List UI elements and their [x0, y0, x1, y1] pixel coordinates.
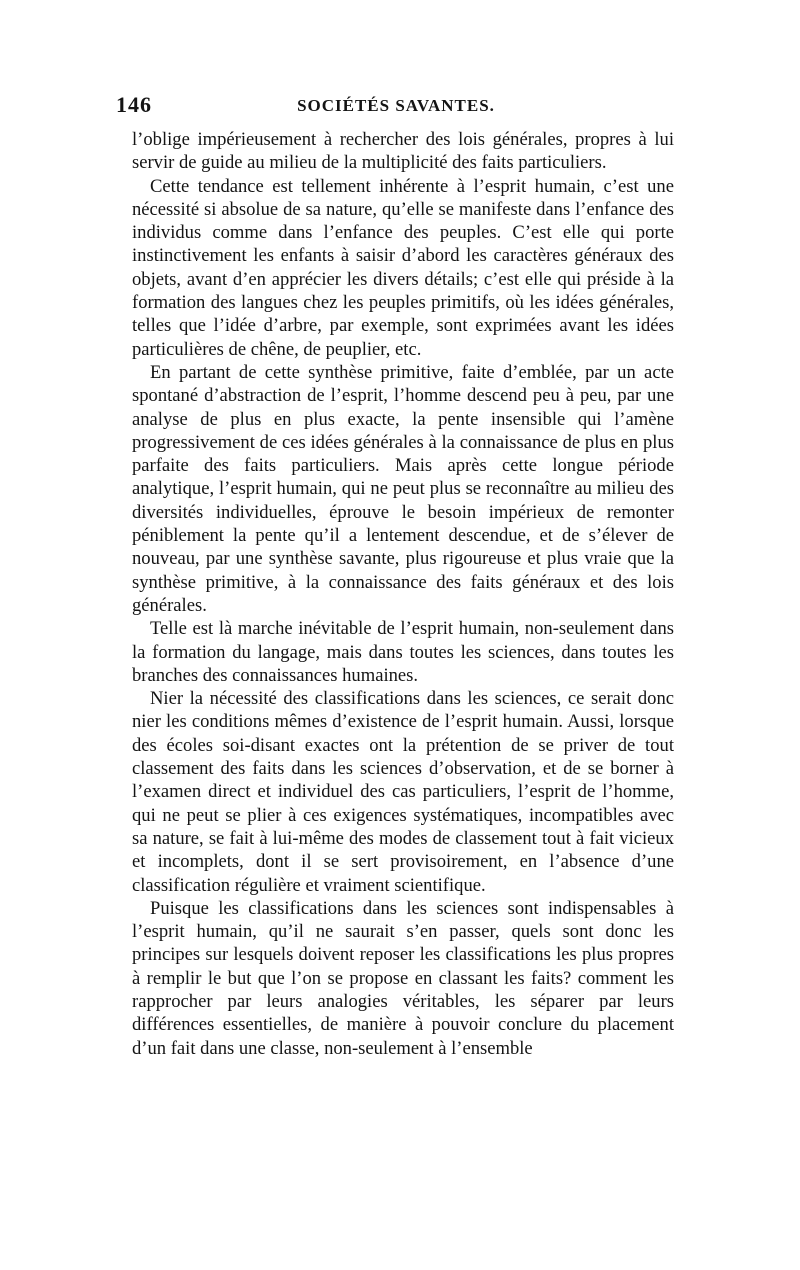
paragraph: En partant de cette synthèse primitive, faite d’emblée, par un acte spontané d’abstraction de l’esprit, l’homme descend peu à peu, par une analyse de plus en plus exacte, la pente insensible qui l’amène progressivement de ces idées générales à la connaissance de plus en plus parfaite des faits particuliers. Mais après cette longue période analytique, l’esprit humain, qui ne peut plus se reconnaître au milieu des diversités individuelles, éprouve le besoin impérieux de remonter péniblement la pente qu’il a lentement descendue, et de s’élever de nouveau, par une synthèse savante, plus rigoureuse et plus vraie que la synthèse primitive, à la connaissance des faits généraux et des lois générales. [132, 361, 674, 616]
running-head: SOCIÉTÉS SAVANTES. [297, 96, 495, 115]
paragraph: Nier la nécessité des classifications dans les sciences, ce serait donc nier les conditions mêmes d’existence de l’esprit humain. Aussi, lorsque des écoles soi-disant exactes ont la prétention de se priver de tout classement des faits dans les sciences d’observation, et de se borner à l’examen direct et individuel des cas particuliers, l’esprit de l’homme, qui ne peut se plier à ces exigences systématiques, incompatibles avec sa nature, se fait à lui-même des modes de classement tout à fait vicieux et incomplets, dont il se sert provisoirement, en l’absence d’une classification régulière et vraiment scientifique. [132, 688, 674, 896]
paragraph-continuation: l’oblige impérieusement à rechercher des lois générales, propres à lui servir de guide au milieu de la multiplicité des faits particuliers. [132, 129, 674, 174]
page-number: 146 [116, 92, 152, 117]
body-text [132, 128, 674, 1060]
page-header [116, 92, 676, 124]
paragraph: Telle est là marche inévitable de l’esprit humain, non-seulement dans la formation du langage, mais dans toutes les sciences, dans toutes les branches des connaissances humaines. [132, 618, 674, 686]
paragraph: Puisque les classifications dans les sciences sont indispensables à l’esprit humain, qu’il ne saurait s’en passer, quels sont donc les principes sur lesquels doivent reposer les classifications les plus propres à remplir le but que l’on se propose en classant les faits? comment les rapprocher par leurs analogies véritables, les séparer par leurs différences essentielles, de manière à pouvoir conclure du placement d’un fait dans une classe, non-seulement à l’ensemble [132, 897, 674, 1059]
paragraph: Cette tendance est tellement inhérente à l’esprit humain, c’est une nécessité si absolue de sa nature, qu’elle se manifeste dans l’enfance des individus comme dans l’enfance des peuples. C’est elle qui porte instinctivement les enfants à saisir d’abord les caractères généraux des objets, avant d’en apprécier les divers détails; c’est elle qui préside à la formation des langues chez les peuples primitifs, où les idées générales, telles que l’idée d’arbre, par exemple, sont exprimées avant les idées particulières de chêne, de peuplier, etc. [132, 175, 674, 360]
